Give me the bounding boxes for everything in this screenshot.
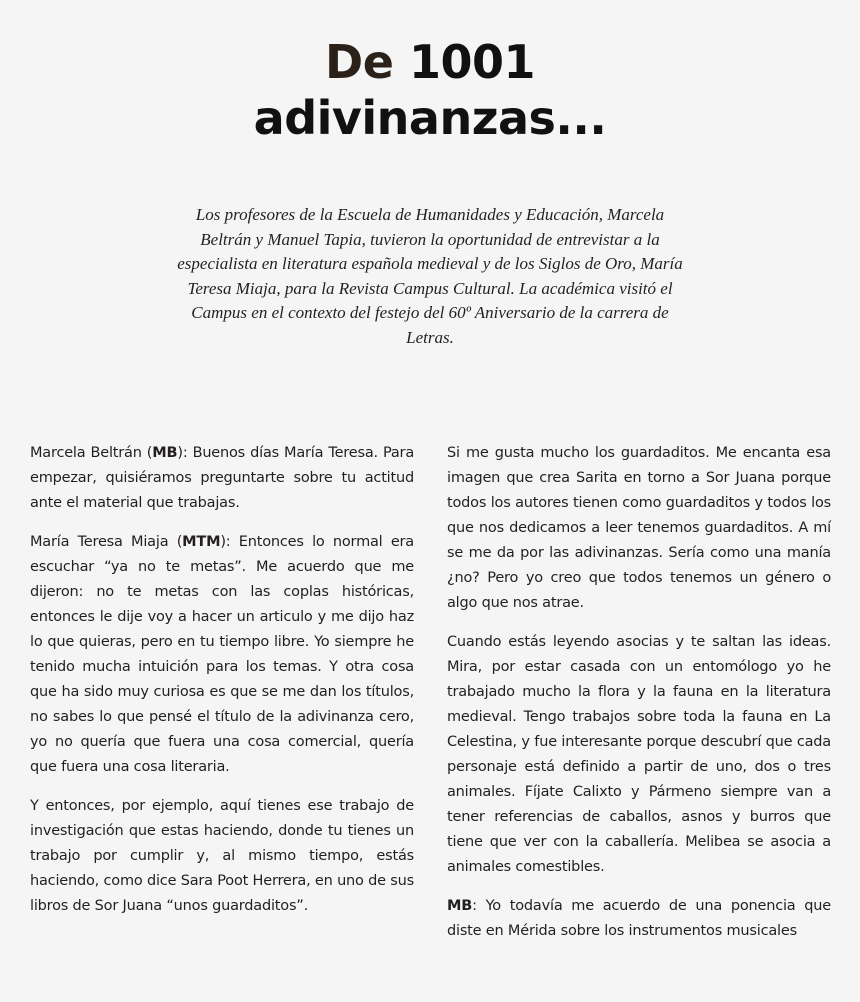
title-word-de: De [325,35,394,89]
right-column [447,441,831,958]
paragraph-2 [30,530,414,780]
paragraph-4: Si me gusta mucho los guardaditos. Me encanta esa imagen que crea Sarita en torno a Sor Juana porque todos los autores tienen como guardaditos y todos los que nos dedicamos a leer tenemos guardaditos. A mí se me da por las adivinanzas. Sería como una manía ¿no? Pero yo creo que todos tenemos un género o algo que nos atrae. [447,445,831,611]
intro-lead: Los profesores de la Escuela de Humanidades y Educación, Marcela Beltrán y Manuel Tapia, tuvieron la oportunidad de entrevistar a la especialista en literatura española medieval y de los Siglos de Oro, María Teresa Miaja, para la Revista Campus Cultural. La académica visitó el Campus en el contexto del festejo del 60º Aniversario de la carrera de Letras. [177,205,683,347]
speaker-name: Marcela Beltrán ( [30,445,153,461]
paragraph-5: Cuando estás leyendo asocias y te saltan las ideas. Mira, por estar casada con un entomólogo yo he trabajado mucho la flora y la fauna en la literatura medieval. Tengo trabajos sobre toda la fauna en La Celestina, y fue interesante porque descubrí que cada personaje está definido a partir de uno, dos o tres animales. Fíjate Calixto y Pármeno siempre van a tener referencias de caballos, asnos y burros que tiene que ver con la caballería. Melibea se asocia a animales comestibles. [447,634,831,875]
title-number: 1001 [408,35,535,89]
title-line-2: adivinanzas... [253,91,607,145]
speaker-abbr: MB [447,898,473,914]
paragraph-1 [30,441,414,516]
left-column [30,441,414,933]
paragraph-text: ): Entonces lo normal era escuchar “ya no te metas”. Me acuerdo que me dijeron: no te metas con las coplas históricas, entonces le dije voy a hacer un articulo y me dijo haz lo que quieras, pero en tu tiempo libre. Yo siempre he tenido mucha intuición para los temas. Y otra cosa que ha sido muy curiosa es que se me dan los títulos, no sabes lo que pensé el título de la adivinanza cero, yo no quería que fuera una cosa comercial, quería que fuera una cosa literaria. [30,534,414,775]
speaker-abbr: MB [152,445,178,461]
article-title [0,34,860,146]
paragraph-6 [447,894,831,944]
speaker-name: María Teresa Miaja ( [30,534,183,550]
speaker-abbr: MTM [182,534,221,550]
paragraph-text: : Yo todavía me acuerdo de una ponencia que diste en Mérida sobre los instrumentos musicales [447,898,831,939]
paragraph-text: ): Buenos días María Teresa. Para empezar, quisiéramos preguntarte sobre tu actitud ante el material que trabajas. [30,445,414,511]
paragraph-3: Y entonces, por ejemplo, aquí tienes ese trabajo de investigación que estas haciendo, donde tu tienes un trabajo por cumplir y, al mismo tiempo, estás haciendo, como dice Sara Poot Herrera, en uno de sus libros de Sor Juana “unos guardaditos”. [30,798,414,914]
